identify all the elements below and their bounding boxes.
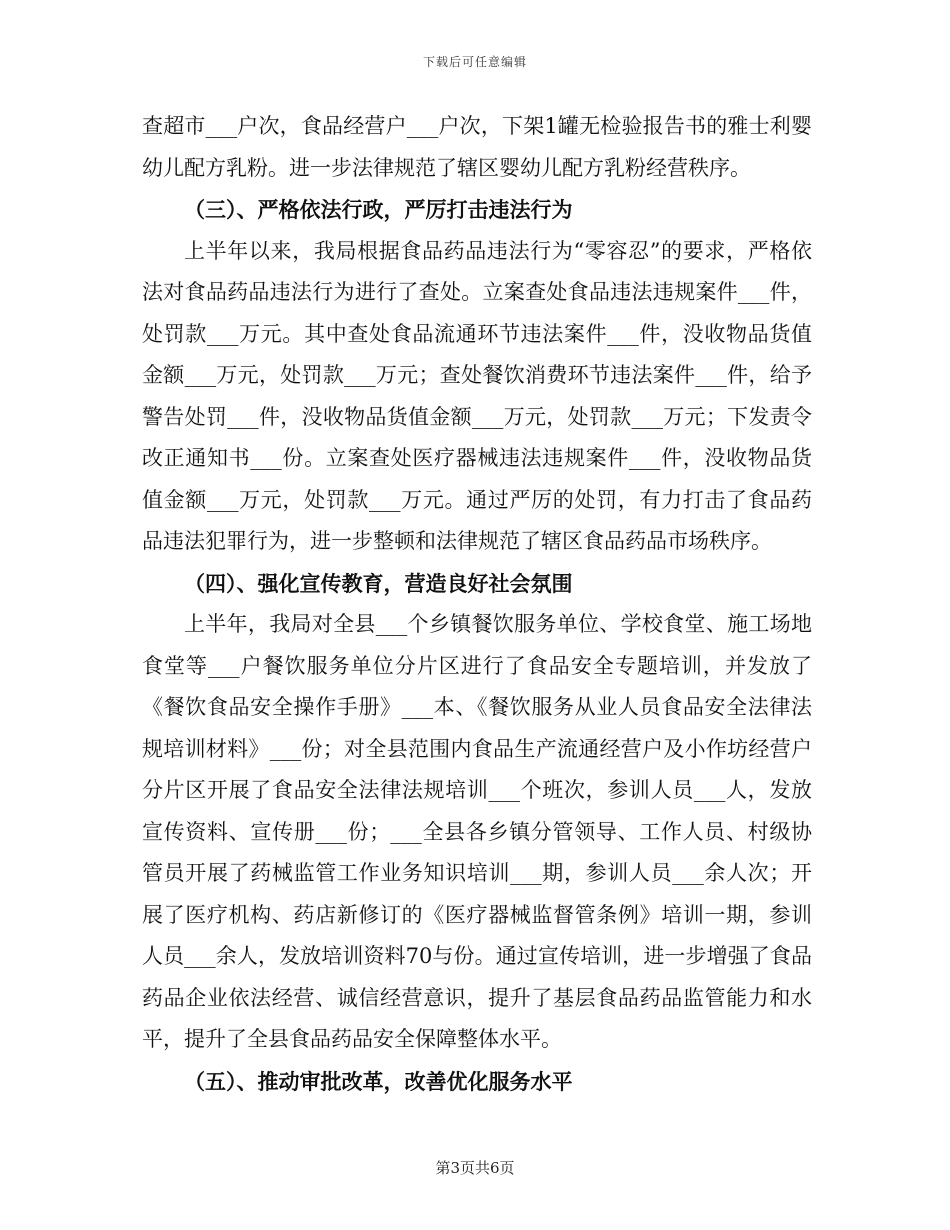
- paragraph-section-3: 上半年以来，我局根据食品药品违法行为“零容忍”的要求，严格依法对食品药品违法行为进行了查处。立案查处食品违法违规案件___件，处罚款___万元。其中查处食品流通环节违法案件___件，没收物品货值金额___万元，处罚款___万元；查处餐饮消费环节违法案件___件，给予警告处罚___件，没收物品货值金额___万元，处罚款___万元；下发责令改正通知书___份。立案查处医疗器械违法违规案件___件，没收物品货值金额___万元，处罚款___万元。通过严厉的处罚，有力打击了食品药品违法犯罪行为，进一步整顿和法律规范了辖区食品药品市场秩序。: [142, 238, 812, 553]
- section-heading-5: （五）、推动审批改革，改善优化服务水平: [184, 1068, 573, 1094]
- page-footer: 第3页共6页: [435, 1159, 515, 1177]
- section-heading-4: （四）、强化宣传教育，营造良好社会氛围: [184, 570, 573, 596]
- document-body: [142, 106, 812, 1102]
- section-heading-3: （三）、严格依法行政，严厉打击违法行为: [184, 197, 573, 222]
- paragraph-continued: 查超市___户次，食品经营户___户次，下架1罐无检验报告书的雅士利婴幼儿配方乳粉。进一步法律规范了辖区婴幼儿配方乳粉经营秩序。: [142, 114, 812, 180]
- paragraph-section-4: 上半年，我局对全县___个乡镇餐饮服务单位、学校食堂、施工场地食堂等___户餐饮服务单位分片区进行了食品安全专题培训，并发放了《餐饮食品安全操作手册》___本、《餐饮服务从业人员食品安全法律法规培训材料》___份；对全县范围内食品生产流通经营户及小作坊经营户分片区开展了食品安全法律法规培训___个班次，参训人员___人，发放宣传资料、宣传册___份；___全县各乡镇分管领导、工作人员、村级协管员开展了药械监管工作业务知识培训___期，参训人员___余人次；开展了医疗机构、药店新修订的《医疗器械监督管条例》培训一期，参训人员___余人，发放培训资料70与份。通过宣传培训，进一步增强了食品药品企业依法经营、诚信经营意识，提升了基层食品药品监管能力和水平，提升了全县食品药品安全保障整体水平。: [142, 612, 812, 1051]
- page-header: 下载后可任意编辑: [422, 55, 527, 69]
